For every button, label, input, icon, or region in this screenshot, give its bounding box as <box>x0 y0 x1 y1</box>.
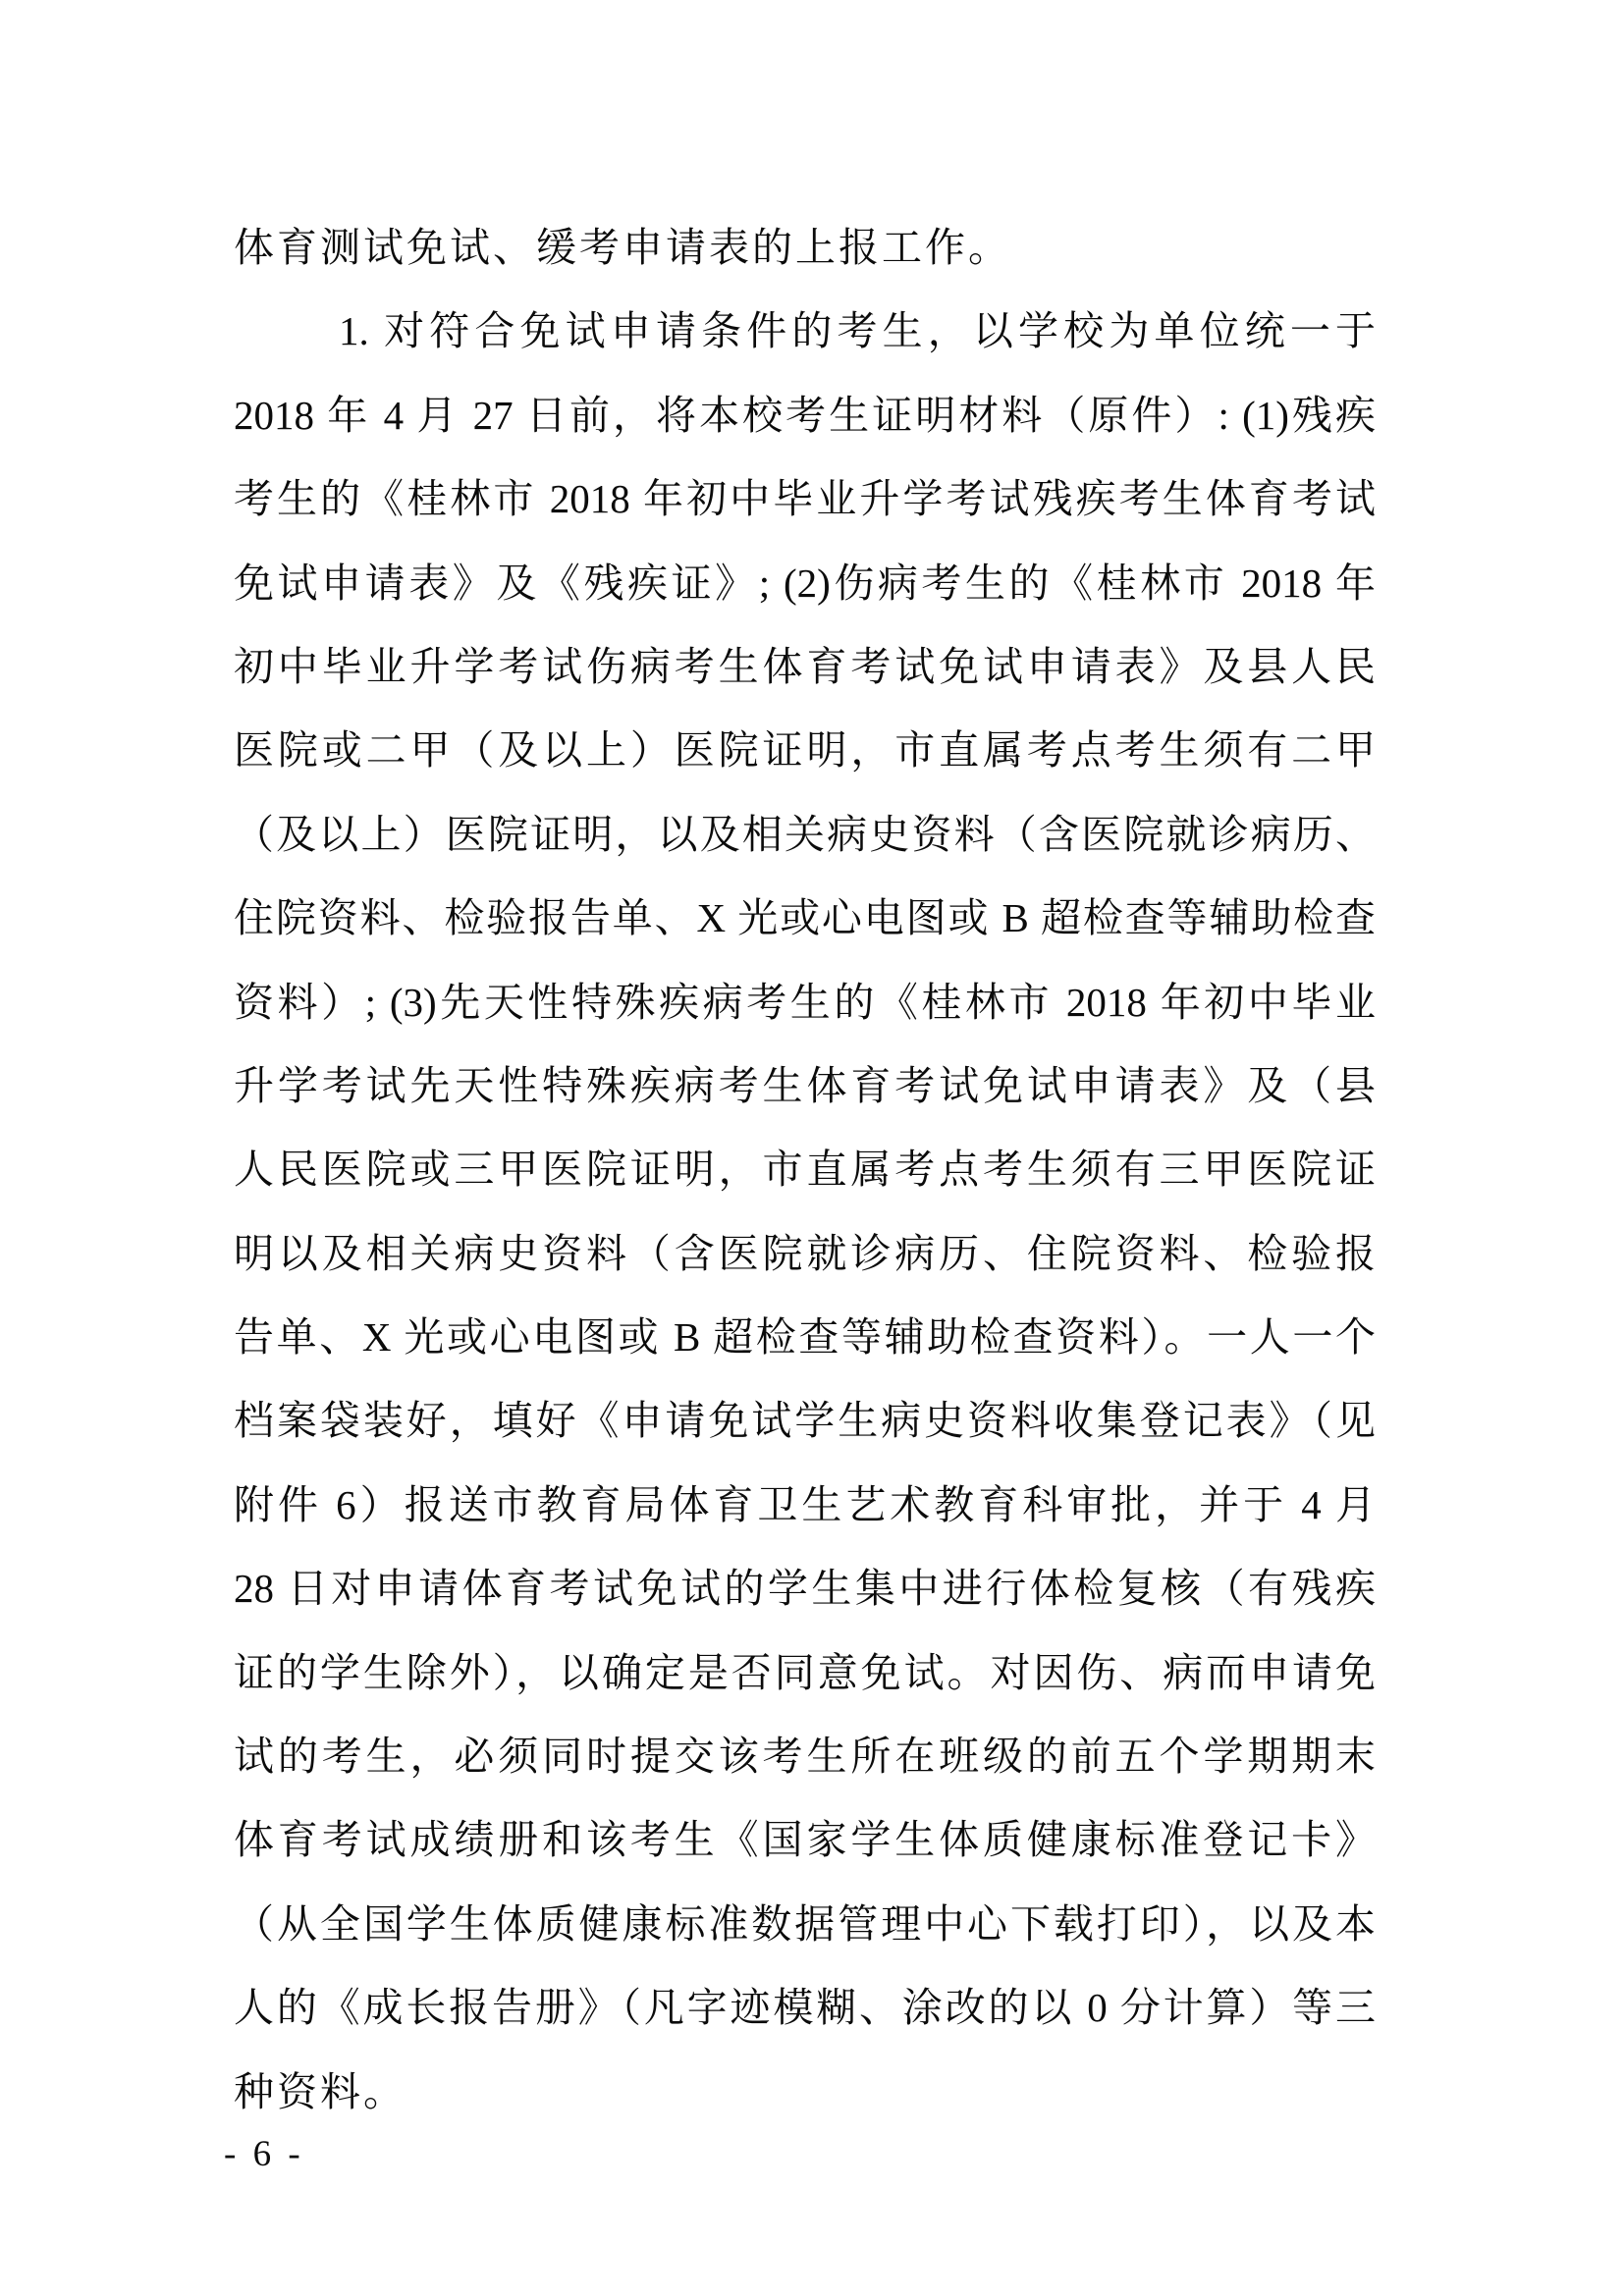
text-line: 明以及相关病史资料（含医院就诊病历、住院资料、检验报 <box>234 1230 1376 1276</box>
text-line: 考生的《桂林市 2018 年初中毕业升学考试残疾考生体育考试 <box>234 476 1376 522</box>
text-line: 附件 6）报送市教育局体育卫生艺术教育科审批，并于 4 月 <box>234 1481 1376 1527</box>
text-line: 28 日对申请体育考试免试的学生集中进行体检复核（有残疾 <box>234 1566 1376 1612</box>
page-number: - 6 - <box>224 2134 304 2174</box>
text-line: 体育考试成绩册和该考生《国家学生体质健康标准登记卡》 <box>234 1817 1376 1863</box>
text-line: 人民医院或三甲医院证明，市直属考点考生须有三甲医院证 <box>234 1147 1376 1193</box>
text-line: 证的学生除外），以确定是否同意免试。对因伤、病而申请免 <box>234 1649 1376 1695</box>
text-line: 档案袋装好，填好《申请免试学生病史资料收集登记表》（见 <box>234 1398 1376 1444</box>
text-line: 试的考生，必须同时提交该考生所在班级的前五个学期期末 <box>234 1734 1376 1780</box>
text-line: 免试申请表》及《残疾证》; (2)伤病考生的《桂林市 2018 年 <box>234 560 1376 606</box>
text-line: 资料）; (3)先天性特殊疾病考生的《桂林市 2018 年初中毕业 <box>234 979 1376 1025</box>
text-line: 医院或二甲（及以上）医院证明，市直属考点考生须有二甲 <box>234 727 1376 774</box>
text-line: 人的《成长报告册》（凡字迹模糊、涂改的以 0 分计算）等三 <box>234 1985 1376 2031</box>
text-line: 升学考试先天性特殊疾病考生体育考试免试申请表》及（县 <box>234 1062 1376 1108</box>
text-line: （从全国学生体质健康标准数据管理中心下载打印），以及本 <box>234 1900 1376 1947</box>
text-line: 体育测试免试、缓考申请表的上报工作。 <box>234 225 1011 270</box>
text-line: （及以上）医院证明，以及相关病史资料（含医院就诊病历、 <box>234 811 1376 857</box>
text-line: 告单、X 光或心电图或 B 超检查等辅助检查资料）。一人一个 <box>234 1314 1376 1361</box>
text-line: 住院资料、检验报告单、X 光或心电图或 B 超检查等辅助检查 <box>234 895 1376 941</box>
text-line: 种资料。 <box>234 2068 406 2114</box>
text-line: 1. 对符合免试申请条件的考生，以学校为单位统一于 <box>339 308 1376 354</box>
text-line: 初中毕业升学考试伤病考生体育考试免试申请表》及县人民 <box>234 643 1376 689</box>
document-body-text <box>234 206 1376 2134</box>
text-line: 2018 年 4 月 27 日前，将本校考生证明材料（原件）: (1)残疾 <box>234 392 1376 438</box>
